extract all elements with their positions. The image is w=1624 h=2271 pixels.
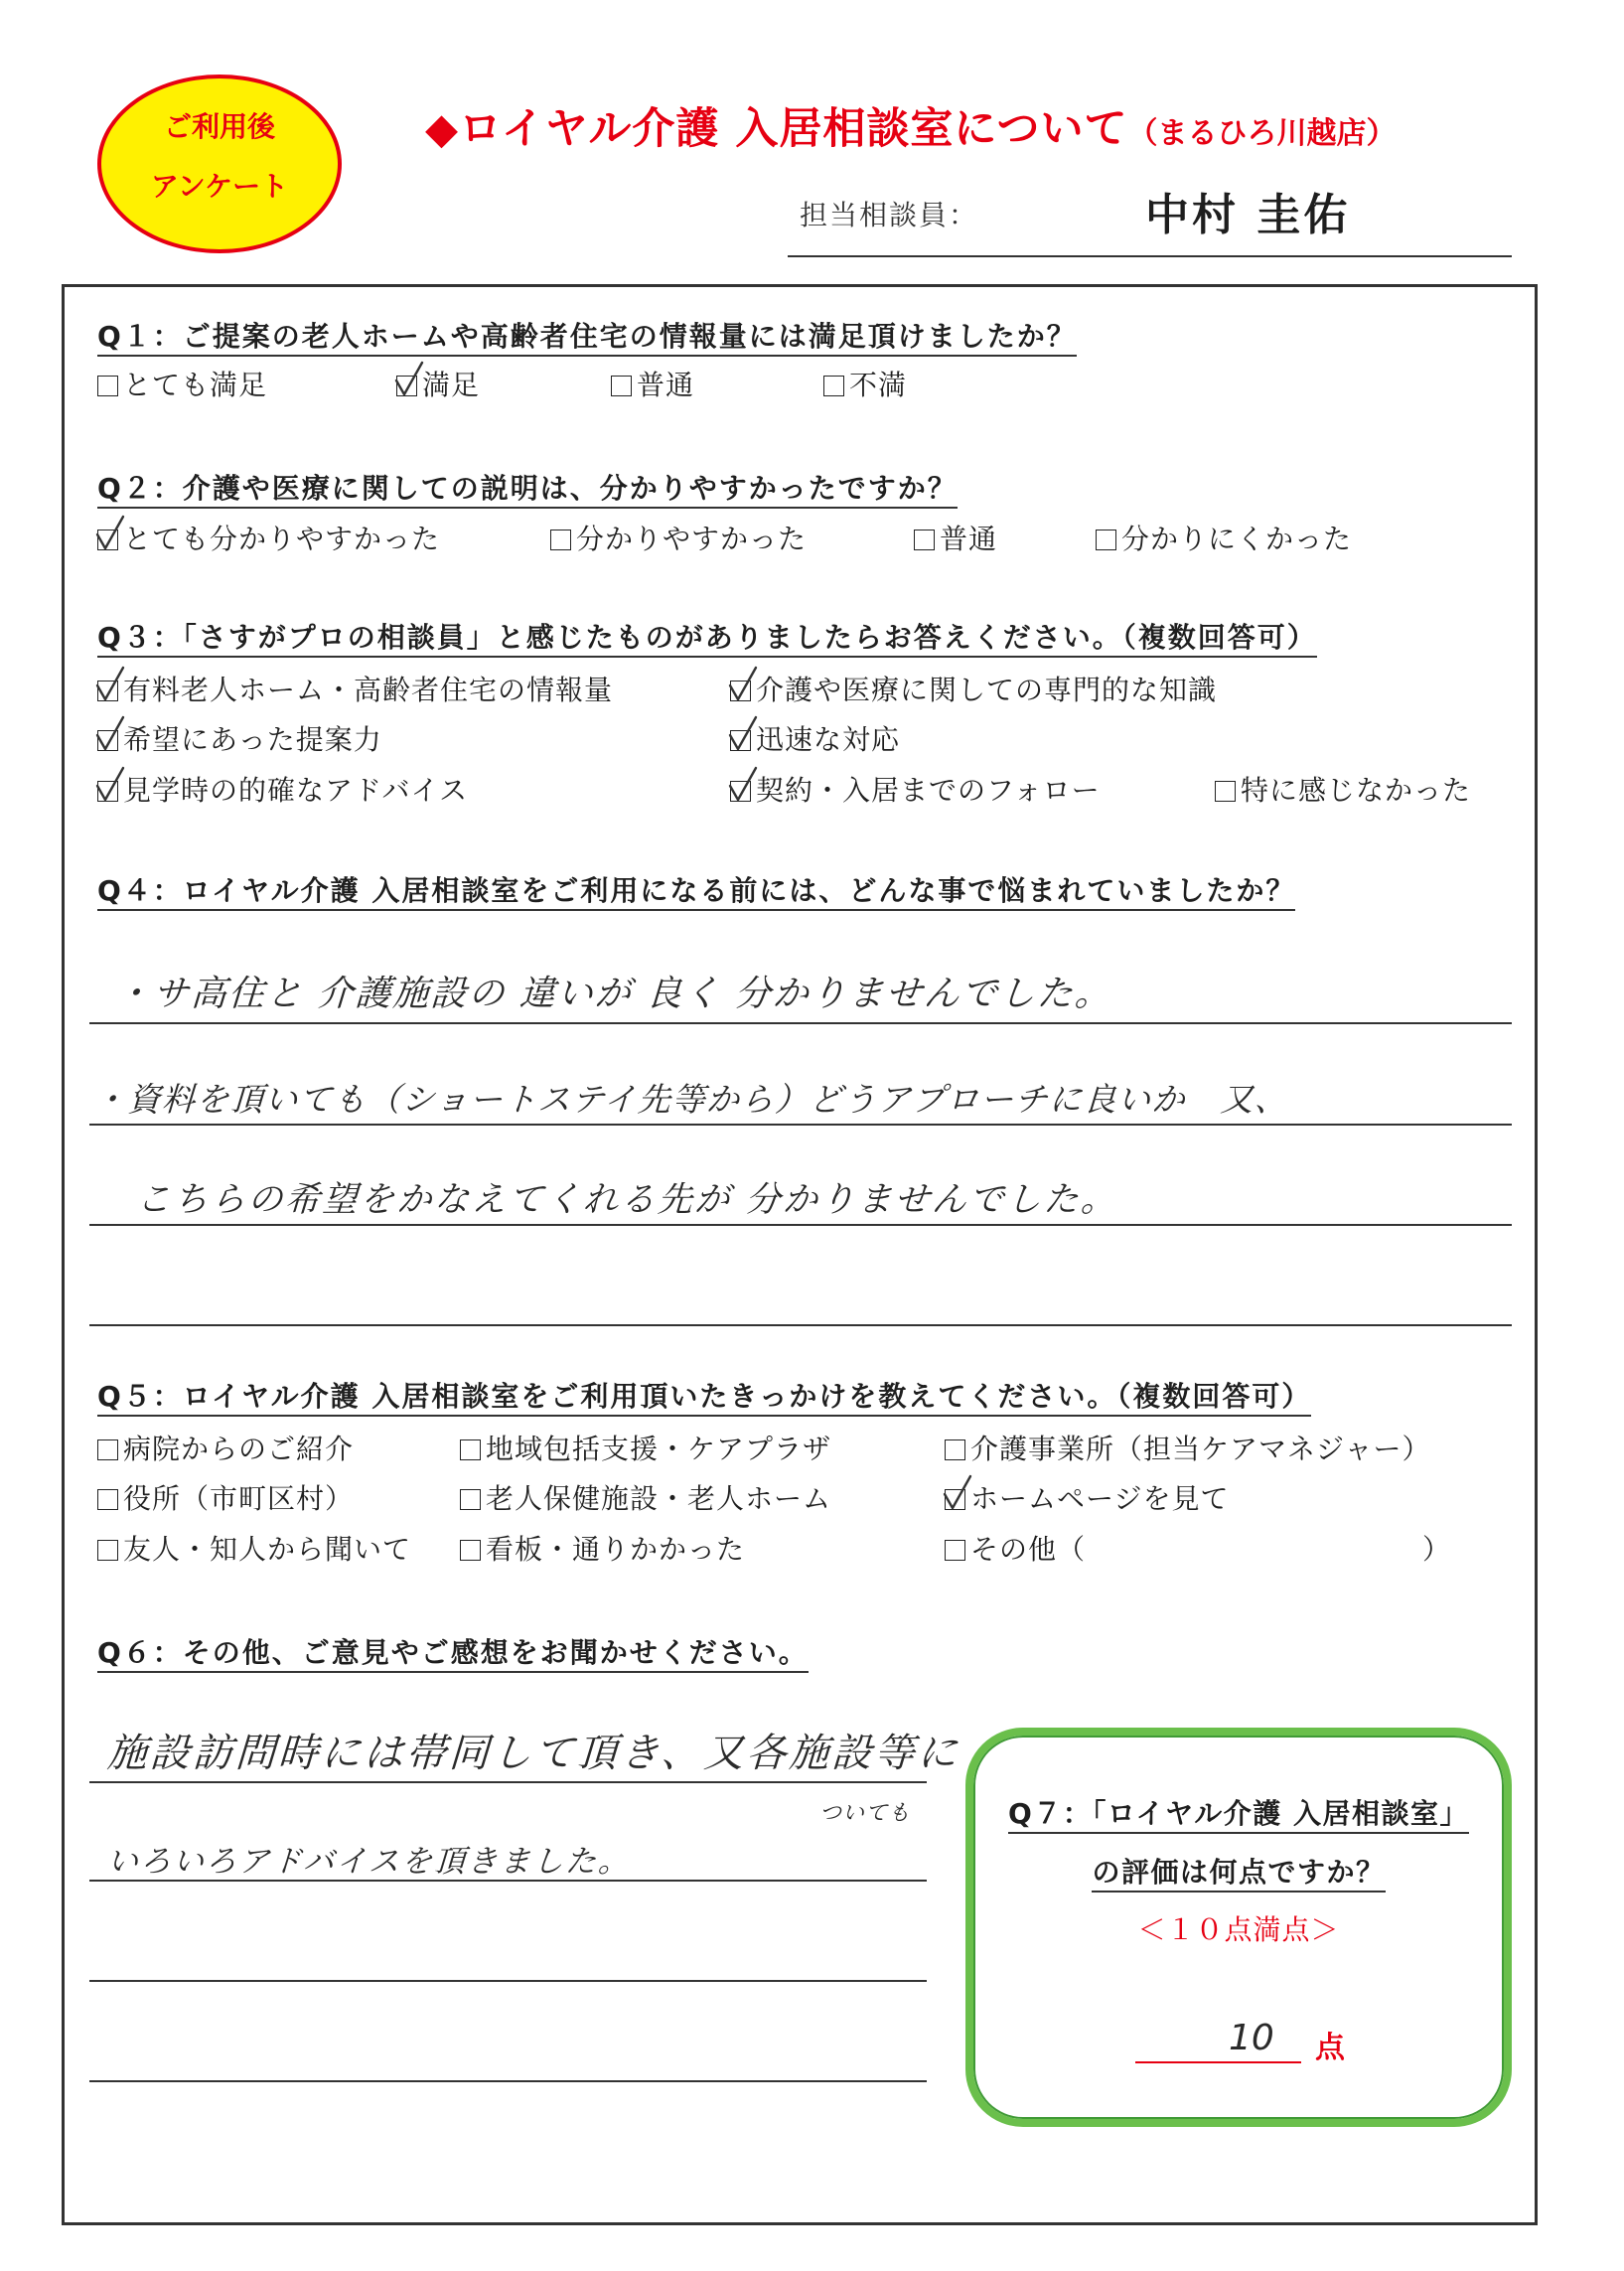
checkbox[interactable] (97, 730, 118, 751)
q7-score-unit: 点 (1315, 2031, 1345, 2065)
q6-answer-rule (89, 1980, 927, 1982)
q3-option-4 (730, 722, 900, 758)
checkbox[interactable] (97, 681, 118, 701)
q1-option-3 (611, 368, 694, 403)
staff-name: 中村 圭佑 (1145, 190, 1351, 240)
q5-option-1 (97, 1432, 354, 1467)
checkbox[interactable] (730, 781, 751, 802)
q6-answer-insert: ついても (818, 1801, 912, 1826)
checkbox[interactable] (1215, 781, 1236, 802)
q7-heading-line-1 (965, 1797, 1512, 1834)
option-label: 分かりにくかった (1121, 523, 1353, 555)
option-label: 看板・通りかかった (486, 1533, 746, 1566)
q1-option-2 (396, 368, 480, 403)
option-label: 有料老人ホーム・高齢者住宅の情報量 (123, 674, 614, 706)
checkmark-icon (727, 715, 759, 753)
checkbox[interactable] (823, 376, 844, 396)
option-label: 希望にあった提案力 (123, 723, 382, 756)
option-label: 地域包括支援・ケアプラザ (486, 1433, 832, 1465)
q3-option-1 (97, 673, 613, 708)
q4-answer-line-1: ・サ高住と 介護施設の 違いが 良く 分かりませんでした。 (113, 974, 1113, 1014)
q2-option-2 (550, 522, 807, 557)
q7-heading-line-2 (965, 1856, 1512, 1892)
q2-heading: Q２：介護や医療に関しての説明は、分かりやすかったですか？ (97, 472, 958, 509)
q7-score-value: 10 (1229, 2018, 1274, 2058)
q7-score-underline (1135, 2061, 1301, 2063)
checkmark-icon (94, 715, 126, 753)
checkbox[interactable] (97, 1540, 118, 1561)
q5-option-7 (97, 1532, 411, 1568)
option-label: ホームページを見て (970, 1482, 1230, 1515)
option-label: 見学時の的確なアドバイス (123, 774, 469, 807)
q4-answer-rule (89, 1324, 1512, 1326)
option-label: その他（ (970, 1533, 1087, 1566)
staff-underline (788, 255, 1512, 257)
badge-line-2: アンケート (150, 170, 289, 203)
q5-option-3 (945, 1432, 1430, 1467)
checkbox[interactable] (97, 1439, 118, 1460)
q3-heading: Q３：「さすがプロの相談員」と感じたものがありましたらお答えください。（複数回答可） (97, 621, 1317, 658)
other-close-paren: ） (1422, 1533, 1452, 1566)
q6-answer-line-1: 施設訪問時には帯同して頂き、又各施設等に (105, 1731, 961, 1776)
option-label: 普通 (637, 369, 695, 401)
option-label: 特に感じなかった (1241, 774, 1472, 807)
q1-option-1 (97, 368, 267, 403)
q3-option-5 (97, 773, 468, 809)
option-label: とても満足 (123, 369, 268, 401)
q5-heading: Q５：ロイヤル介護 入居相談室をご利用頂いたきっかけを教えてください。（複数回答可） (97, 1380, 1311, 1417)
option-label: 介護や医療に関しての専門的な知識 (756, 674, 1218, 706)
checkbox[interactable] (611, 376, 632, 396)
checkbox[interactable] (97, 376, 118, 396)
option-label: 普通 (940, 523, 998, 555)
q4-answer-rule (89, 1224, 1512, 1226)
checkmark-icon (94, 766, 126, 804)
q5-option-other (945, 1532, 1086, 1568)
badge-line-1: ご利用後 (163, 110, 275, 143)
checkmark-icon (727, 766, 759, 804)
q6-answer-rule (89, 1781, 927, 1783)
q4-answer-line-2: ・資料を頂いても（ショートステイ先等から）どうアプローチに良いか 又、 (92, 1080, 1290, 1119)
q2-option-1 (97, 522, 440, 557)
q4-answer-line-3: こちらの希望をかなえてくれる先が 分かりませんでした。 (134, 1180, 1119, 1220)
checkbox[interactable] (1096, 530, 1116, 550)
page-title (425, 103, 1396, 160)
option-label: とても分かりやすかった (123, 523, 441, 555)
q1-heading: Q１：ご提案の老人ホームや高齢者住宅の情報量には満足頂けましたか？ (97, 320, 1077, 357)
checkbox[interactable] (945, 1439, 965, 1460)
title-store: （まるひろ川越店） (1127, 116, 1397, 151)
option-label: 迅速な対応 (756, 723, 901, 756)
option-label: 分かりやすかった (576, 523, 808, 555)
q7-scale-note: ＜１０点満点＞ (1137, 1913, 1340, 1946)
checkmark-icon (942, 1474, 973, 1512)
checkbox[interactable] (945, 1540, 965, 1561)
q7-heading-text-2: の評価は何点ですか？ (1092, 1856, 1385, 1892)
checkbox[interactable] (460, 1489, 481, 1510)
q3-option-2 (730, 673, 1217, 708)
checkmark-icon (94, 515, 126, 552)
title-main: ◆ロイヤル介護 入居相談室について (425, 104, 1128, 154)
option-label: 介護事業所（担当ケアマネジャー） (970, 1433, 1431, 1465)
option-label: 役所（市町区村） (123, 1482, 355, 1515)
q3-option-6 (730, 773, 1101, 809)
checkbox[interactable] (97, 530, 118, 550)
q6-answer-line-2: いろいろアドバイスを頂きました。 (106, 1844, 633, 1880)
q5-option-6 (945, 1481, 1229, 1517)
checkbox[interactable] (914, 530, 935, 550)
q6-answer-rule (89, 2080, 927, 2082)
q3-option-7 (1215, 773, 1471, 809)
q1-option-4 (823, 368, 907, 403)
checkbox[interactable] (550, 530, 571, 550)
q6-heading: Q６：その他、ご意見やご感想をお聞かせください。 (97, 1636, 809, 1673)
q5-option-8 (460, 1532, 745, 1568)
q2-option-4 (1096, 522, 1352, 557)
option-label: 満足 (422, 369, 481, 401)
checkbox[interactable] (97, 1489, 118, 1510)
checkmark-icon (727, 666, 759, 703)
checkbox[interactable] (97, 781, 118, 802)
checkbox[interactable] (396, 376, 417, 396)
q3-option-3 (97, 722, 382, 758)
checkmark-icon (393, 361, 425, 398)
q4-answer-rule (89, 1124, 1512, 1126)
option-label: 老人保健施設・老人ホーム (486, 1482, 832, 1515)
q2-option-3 (914, 522, 997, 557)
staff-label: 担当相談員： (800, 199, 979, 231)
survey-badge (97, 75, 342, 253)
checkbox[interactable] (945, 1489, 965, 1510)
checkmark-icon (94, 666, 126, 703)
checkbox[interactable] (730, 730, 751, 751)
q7-heading-text-1: Q７：「ロイヤル介護 入居相談室」 (1008, 1797, 1469, 1834)
q4-heading: Q４：ロイヤル介護 入居相談室をご利用になる前には、どんな事で悩まれていましたか？ (97, 874, 1295, 911)
checkbox[interactable] (460, 1439, 481, 1460)
option-label: 不満 (849, 369, 908, 401)
q5-option-5 (460, 1481, 831, 1517)
q5-option-4 (97, 1481, 354, 1517)
option-label: 契約・入居までのフォロー (756, 774, 1101, 807)
option-label: 友人・知人から聞いて (123, 1533, 412, 1566)
checkbox[interactable] (730, 681, 751, 701)
q5-option-2 (460, 1432, 831, 1467)
checkbox[interactable] (460, 1540, 481, 1561)
option-label: 病院からのご紹介 (123, 1433, 355, 1465)
q4-answer-rule (89, 1022, 1512, 1024)
